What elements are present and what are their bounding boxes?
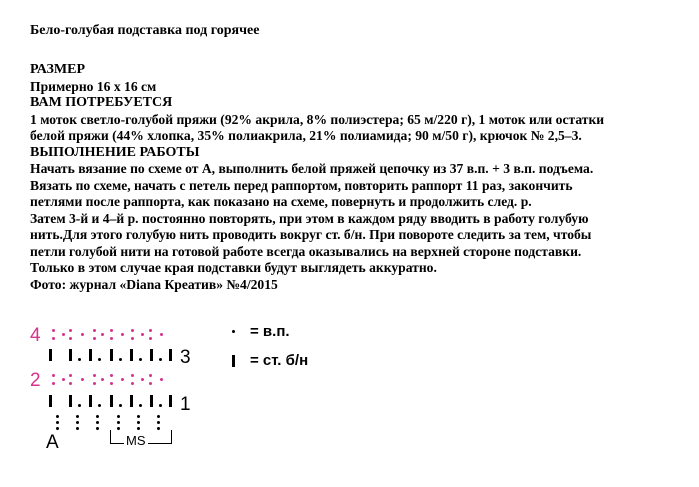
legend-text: = ст. б/н (250, 352, 309, 369)
chart-chain-stitch (52, 374, 55, 377)
start-label-a: A (46, 432, 59, 453)
chart-chain-stitch (119, 404, 122, 407)
chart-single-crochet (49, 349, 52, 361)
text-line: Вязать по схеме, начать с петель перед раппортом, повторить раппорт 11 раз, закончить (30, 177, 573, 193)
chart-chain-stitch (81, 333, 84, 336)
chart-chain-stitch (93, 337, 96, 340)
chart-chain-stitch (137, 415, 140, 418)
chart-chain-stitch (56, 421, 59, 424)
chart-chain-stitch (157, 427, 160, 430)
repeat-bracket (110, 430, 172, 444)
chart-chain-stitch (93, 374, 96, 377)
chart-chain-stitch (101, 333, 104, 336)
chart-chain-stitch (160, 333, 163, 336)
chart-chain-stitch (117, 427, 120, 430)
chart-single-crochet (69, 349, 72, 361)
text-line: 1 моток светло-голубой пряжи (92% акрила, 8% полиэстера; 65 м/220 г), 1 моток или остатки (30, 111, 605, 127)
chart-chain-stitch (52, 329, 55, 332)
chart-chain-stitch (62, 378, 65, 381)
chart-chain-stitch (110, 337, 113, 340)
text-line: нить.Для этого голубую нить проводить вокруг ст. б/н. При повороте следить за тем, чтобы (30, 227, 592, 242)
legend-single-crochet (226, 352, 308, 369)
section-heading-instructions: ВЫПОЛНЕНИЕ РАБОТЫ (30, 144, 200, 160)
text-line: петли голубой нити на готовой работе всегда оказывались на верхней стороне подставки. (30, 243, 582, 259)
text-line: Затем 3-й и 4–й р. постоянно повторять, при этом в каждом ряду вводить в работу голубую (30, 210, 589, 226)
chart-chain-stitch (121, 378, 124, 381)
chart-chain-stitch (131, 337, 134, 340)
section-heading-size: РАЗМЕР (30, 62, 86, 77)
text-line: Начать вязание по схеме от А, выполнить белой пряжей цепочку из 37 в.п. + 3 в.п. подъема. (30, 161, 594, 176)
chart-chain-stitch (119, 358, 122, 361)
text-line: Только в этом случае края подставки будут выглядеть аккуратно. (30, 260, 437, 275)
chart-chain-stitch (139, 358, 142, 361)
chart-chain-stitch (93, 382, 96, 385)
text-line: белой пряжи (44% хлопка, 35% полиакрила, 21% полиамида; 90 м/50 г), крючок № 2,5–3. (30, 128, 582, 143)
chart-chain-stitch (131, 374, 134, 377)
row-label-3: 3 (180, 347, 191, 368)
chart-chain-stitch (139, 404, 142, 407)
chart-chain-stitch (78, 404, 81, 407)
row-label-2: 2 (30, 370, 41, 391)
chart-single-crochet (69, 395, 72, 407)
chart-chain-stitch (160, 378, 163, 381)
chart-chain-stitch (56, 415, 59, 418)
chart-chain-stitch (110, 329, 113, 332)
chart-chain-stitch (56, 427, 59, 430)
chart-single-crochet (49, 395, 52, 407)
chart-chain-stitch (69, 374, 72, 377)
row-label-4: 4 (30, 325, 41, 346)
text-line: Примерно 16 х 16 см (30, 78, 157, 94)
chart-chain-stitch (93, 329, 96, 332)
chart-chain-stitch (76, 415, 79, 418)
legend-chain-stitch (226, 323, 290, 340)
chart-single-crochet (169, 395, 172, 407)
chart-chain-stitch (69, 382, 72, 385)
chart-chain-stitch (78, 358, 81, 361)
repeat-label: MS (126, 433, 146, 448)
chart-chain-stitch (96, 415, 99, 418)
chart-chain-stitch (98, 358, 101, 361)
chart-chain-stitch (159, 358, 162, 361)
chart-single-crochet (89, 349, 92, 361)
chart-chain-stitch (131, 382, 134, 385)
dot-icon (226, 330, 240, 333)
chart-chain-stitch (141, 378, 144, 381)
chart-chain-stitch (98, 404, 101, 407)
text-line: петлями после раппорта, как показано на схеме, повернуть и продолжить след. р. (30, 194, 532, 209)
chart-single-crochet (169, 349, 172, 361)
chart-chain-stitch (52, 382, 55, 385)
section-heading-materials: ВАМ ПОТРЕБУЕТСЯ (30, 95, 173, 110)
chart-single-crochet (150, 349, 153, 361)
chart-chain-stitch (110, 382, 113, 385)
chart-chain-stitch (117, 421, 120, 424)
chart-chain-stitch (96, 421, 99, 424)
chart-chain-stitch (121, 333, 124, 336)
chart-chain-stitch (131, 329, 134, 332)
chart-chain-stitch (101, 378, 104, 381)
chart-chain-stitch (149, 337, 152, 340)
chart-chain-stitch (149, 329, 152, 332)
chart-chain-stitch (159, 404, 162, 407)
chart-chain-stitch (76, 421, 79, 424)
chart-chain-stitch (62, 333, 65, 336)
chart-chain-stitch (69, 329, 72, 332)
chart-chain-stitch (81, 378, 84, 381)
document-title: Бело-голубая подставка под горячее (30, 23, 260, 38)
legend-text: = в.п. (250, 323, 290, 340)
chart-chain-stitch (149, 374, 152, 377)
chart-chain-stitch (149, 382, 152, 385)
photo-credit: Фото: журнал «Diana Креатив» №4/2015 (30, 276, 278, 292)
chart-single-crochet (89, 395, 92, 407)
chart-single-crochet (150, 395, 153, 407)
chart-chain-stitch (76, 427, 79, 430)
chart-chain-stitch (157, 421, 160, 424)
chart-single-crochet (110, 349, 113, 361)
chart-chain-stitch (117, 415, 120, 418)
chart-chain-stitch (52, 337, 55, 340)
chart-chain-stitch (137, 421, 140, 424)
chart-single-crochet (130, 349, 133, 361)
instructions-block (30, 62, 690, 293)
chart-chain-stitch (141, 333, 144, 336)
chart-chain-stitch (69, 337, 72, 340)
chart-chain-stitch (96, 427, 99, 430)
row-label-1: 1 (180, 394, 191, 415)
chart-chain-stitch (137, 427, 140, 430)
chart-single-crochet (130, 395, 133, 407)
chart-chain-stitch (157, 415, 160, 418)
chart-single-crochet (110, 395, 113, 407)
chart-chain-stitch (110, 374, 113, 377)
bar-icon (226, 355, 240, 367)
